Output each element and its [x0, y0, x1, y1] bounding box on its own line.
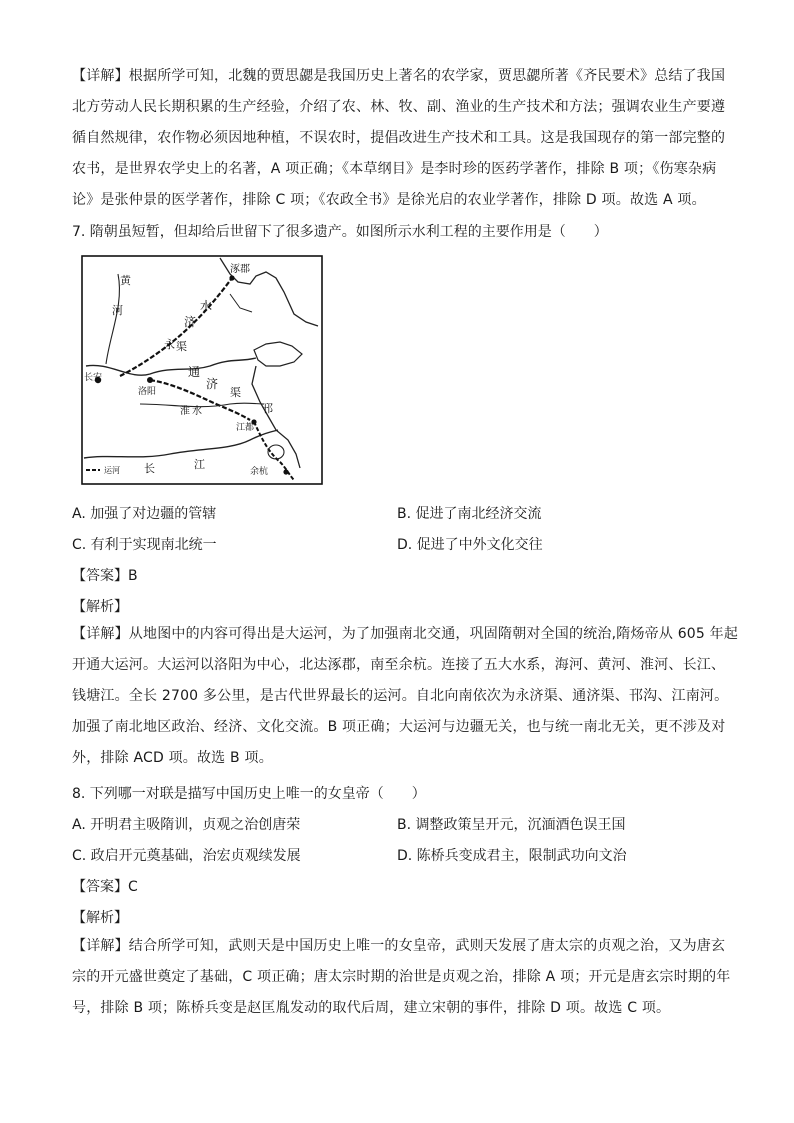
label-changjiang-1: 长 [144, 462, 155, 475]
label-shui2: 水 [192, 406, 202, 417]
q7-answer: 【答案】B [72, 568, 138, 584]
text-line: 农书，是世界农学史上的名著，A 项正确；《本草纲目》是李时珍的医药学著作，排除 B 项；《伤寒杂病 [72, 161, 717, 177]
q7-option-b: B. 促进了南北经济交流 [397, 506, 542, 522]
text-line: 北方劳动人民长期积累的生产经验，介绍了农、林、牧、副、渔业的生产技术和方法；强调农业生产要遵 [72, 99, 726, 115]
q8-answer: 【答案】C [72, 879, 138, 895]
q8-option-d: D. 陈桥兵变成君主，限制武功向文治 [397, 848, 627, 864]
q8-option-a: A. 开明君主吸隋训，贞观之治创唐荣 [72, 817, 301, 833]
city-marker [283, 469, 288, 474]
text-line: 外，排除 ACD 项。故选 B 项。 [72, 750, 273, 766]
label-han: 邗 [262, 402, 273, 415]
label-changan: 长安 [84, 373, 103, 383]
text-line: 号，排除 B 项；陈桥兵变是赵匡胤发动的取代后周，建立宋朝的事件，排除 D 项。故选 C 项。 [72, 1000, 671, 1016]
label-yong: 永 [164, 338, 175, 351]
q8-option-b: B. 调整政策呈开元，沉湎酒色误王国 [397, 817, 626, 833]
q7-option-a: A. 加强了对边疆的管辖 [72, 506, 217, 522]
label-he: 河 [112, 304, 123, 317]
label-zhuojun: 涿郡 [230, 264, 250, 275]
label-changjiang-2: 江 [194, 458, 205, 471]
label-huang: 黄 [120, 274, 131, 287]
label-shui: 水 [200, 299, 213, 313]
q6-explanation [72, 61, 726, 216]
label-ji2: 济 [206, 377, 219, 391]
label-qu2: 渠 [230, 386, 241, 399]
city-marker [147, 377, 153, 383]
q7-option-d: D. 促进了中外文化交往 [397, 537, 543, 553]
text-line: 宗的开元盛世奠定了基础，C 项正确；唐太宗时期的治世是贞观之治，排除 A 项；开元是唐玄宗时期的年 [72, 969, 731, 985]
q8-option-c: C. 政启开元奠基础，治宏贞观续发展 [72, 848, 301, 864]
text-line: 【详解】结合所学可知，武则天是中国历史上唯一的女皇帝，武则天发展了唐太宗的贞观之治，又为唐玄 [72, 938, 726, 954]
grand-canal-map [80, 254, 324, 486]
q8-explanation [72, 931, 731, 1024]
text-line: 论》是张仲景的医学著作，排除 C 项；《农政全书》是徐光启的农业学著作，排除 D 项。故选 A 项。 [72, 192, 706, 208]
label-huai: 淮 [180, 406, 190, 417]
q7-analysis-label: 【解析】 [72, 599, 128, 615]
label-tong: 通 [188, 365, 201, 379]
q7-option-c: C. 有利于实现南北统一 [72, 537, 217, 553]
label-ji: 济 [184, 315, 197, 329]
city-marker [229, 275, 234, 280]
label-qu: 渠 [176, 340, 187, 353]
label-luoyang: 洛阳 [138, 387, 157, 397]
q7-explanation [72, 619, 739, 774]
label-jiangdu: 江都 [236, 423, 255, 433]
text-line: 【详解】根据所学可知，北魏的贾思勰是我国历史上著名的农学家，贾思勰所著《齐民要术》总结了我国 [72, 68, 726, 84]
text-line: 【详解】从地图中的内容可得出是大运河，为了加强南北交通，巩固隋朝对全国的统治,隋炀帝从 605 年起 [72, 626, 739, 642]
q8-stem: 8. 下列哪一对联是描写中国历史上唯一的女皇帝（ ） [72, 786, 426, 802]
text-line: 开通大运河。大运河以洛阳为中心，北达涿郡，南至余杭。连接了五大水系，海河、黄河、淮河、长江、 [72, 657, 726, 673]
text-line: 循自然规律，农作物必须因地种植，不误农时，提倡改进生产技术和工具。这是我国现存的第一部完整的 [72, 130, 726, 146]
legend-label: 运河 [104, 466, 120, 475]
text-line: 加强了南北地区政治、经济、文化交流。B 项正确；大运河与边疆无关，也与统一南北无关，更不涉及对 [72, 719, 726, 735]
text-line: 钱塘江。全长 2700 多公里，是古代世界最长的运河。自北向南依次为永济渠、通济渠、邗沟、江南河。 [72, 688, 729, 704]
label-yuhang: 余杭 [250, 467, 269, 477]
q7-stem: 7. 隋朝虽短暂，但却给后世留下了很多遗产。如图所示水利工程的主要作用是（ ） [72, 224, 608, 240]
q8-analysis-label: 【解析】 [72, 910, 128, 926]
